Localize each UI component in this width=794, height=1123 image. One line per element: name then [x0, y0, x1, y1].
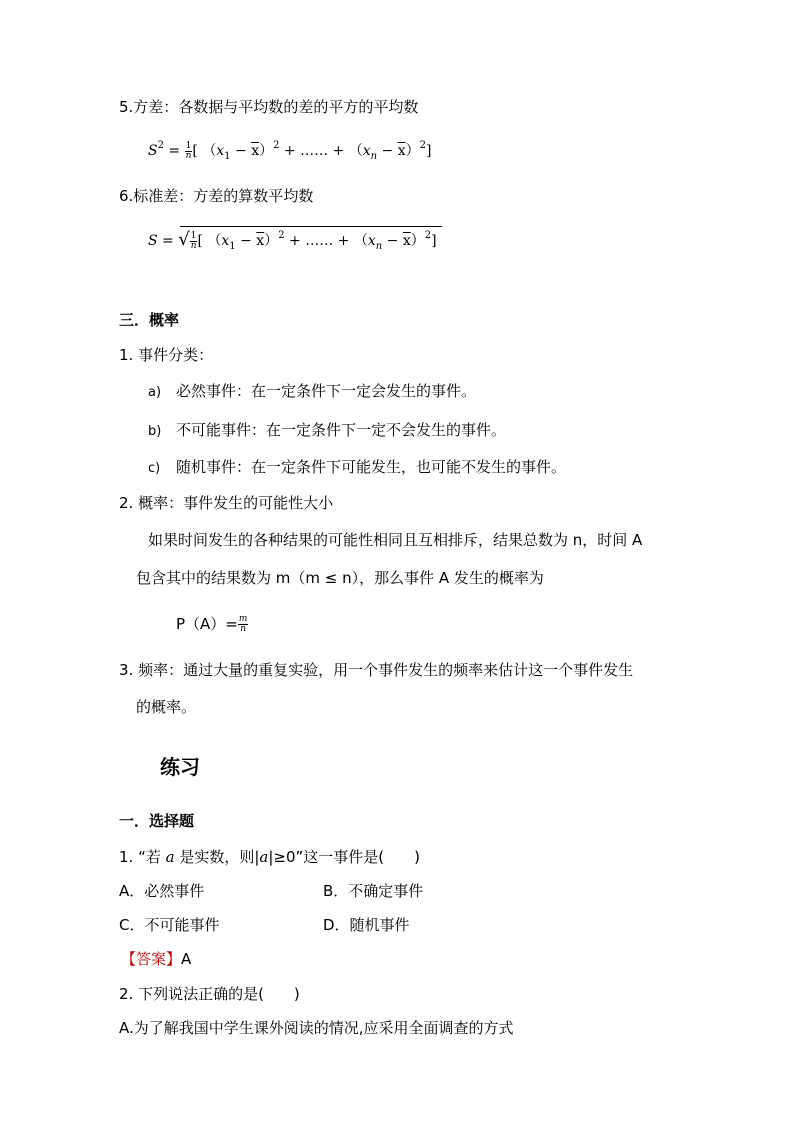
probability-paragraph-line2: 包含其中的结果数为 m（m ≤ n），那么事件 A 发生的概率为 — [136, 569, 544, 587]
frequency-definition-line1: 3. 频率：通过大量的重复实验，用一个事件发生的频率来估计这一个事件发生 — [119, 661, 634, 679]
sqrt-vinculum — [180, 226, 442, 227]
probability-definition: 2. 概率：事件发生的可能性大小 — [119, 494, 334, 512]
formula-equals: = — [163, 143, 185, 159]
section-heading-multiple-choice: 一．选择题 — [119, 812, 195, 830]
answer-line — [121, 949, 191, 969]
question-1: 1. “若 a 是实数，则|a|≥0”这一事件是( ) — [119, 848, 421, 866]
mean-x-bar: $\overline{x}$ — [251, 143, 260, 159]
formula-s: S — [148, 143, 158, 159]
answer-value: A — [181, 950, 192, 968]
event-item: b) 不可能事件：在一定条件下一定不会发生的事件。 — [148, 421, 507, 439]
event-classification-label: 1. 事件分类： — [119, 346, 214, 364]
option-d[interactable]: D．随机事件 — [323, 916, 410, 934]
probability-paragraph-line1: 如果时间发生的各种结果的可能性相同且互相排斥，结果总数为 n，时间 A — [148, 531, 643, 549]
std-formula: S = √ $\frac{1}{n}$ [ $(x_1 - \overline{x})^2$ + …… + $(x_n - \overline{x})^2$] — [148, 229, 437, 252]
option-a[interactable]: A．必然事件 — [119, 882, 205, 900]
formula-s-exponent: 2 — [157, 140, 164, 151]
event-item: a) 必然事件：在一定条件下一定会发生的事件。 — [148, 382, 477, 400]
section-heading-probability: 三．概率 — [119, 311, 180, 329]
event-item: c) 随机事件：在一定条件下可能发生，也可能不发生的事件。 — [148, 458, 567, 476]
practice-title: 练习 — [160, 755, 200, 779]
option-c[interactable]: C．不可能事件 — [119, 916, 220, 934]
variance-definition: 5.方差：各数据与平均数的差的平方的平均数 — [119, 98, 419, 116]
probability-formula: P（A）= $\frac{m}{n}$ — [176, 614, 248, 634]
option-b[interactable]: B．不确定事件 — [323, 882, 424, 900]
sqrt-sign: √ — [178, 229, 190, 250]
answer-tag: 【答案】 — [121, 950, 182, 968]
question-2-option-a[interactable]: A.为了解我国中学生课外阅读的情况,应采用全面调查的方式 — [119, 1019, 514, 1037]
fraction-one-over-n: $\frac{1}{n}$ — [185, 140, 192, 161]
frequency-definition-line2: 的概率。 — [136, 698, 197, 716]
variance-formula: $S^2$ = $\frac{1}{n}$ [ $(x_1 - \overline{x})^2$ + …… + $(x_n - \overline{x})^2$] — [148, 140, 432, 162]
question-2: 2. 下列说法正确的是( ) — [119, 985, 300, 1003]
std-definition: 6.标准差：方差的算数平均数 — [119, 187, 314, 205]
